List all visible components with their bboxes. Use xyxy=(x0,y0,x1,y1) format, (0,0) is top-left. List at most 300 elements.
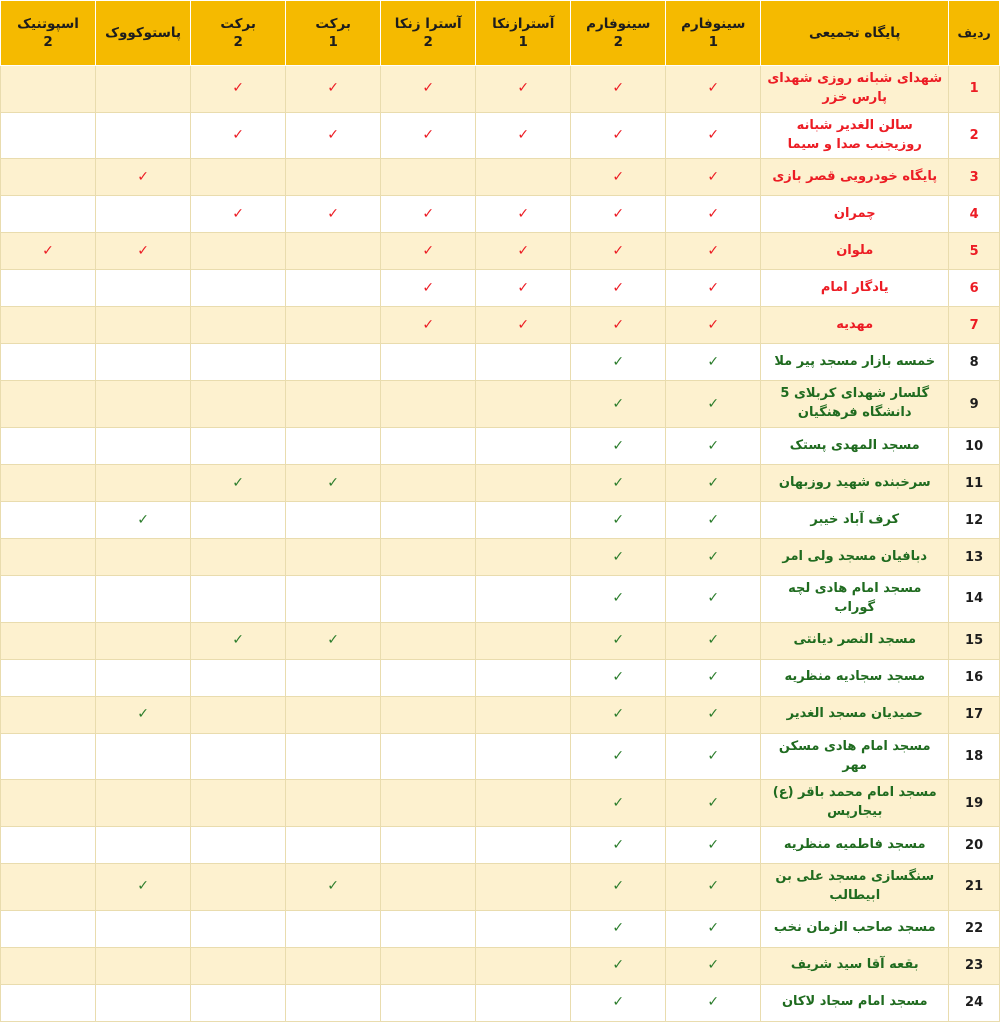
empty-cell xyxy=(381,864,476,911)
check-icon: ✓ xyxy=(707,836,720,853)
empty-cell xyxy=(96,984,191,1021)
header-vaccine-name: اسپوتنیک xyxy=(17,15,79,32)
check-icon: ✓ xyxy=(612,632,625,649)
empty-cell xyxy=(96,66,191,113)
check-cell xyxy=(571,947,666,984)
check-icon: ✓ xyxy=(612,80,625,97)
empty-cell xyxy=(286,307,381,344)
header-row-no: ردیف xyxy=(949,1,1000,66)
empty-cell xyxy=(381,984,476,1021)
row-number: 11 xyxy=(949,465,1000,502)
empty-cell xyxy=(286,827,381,864)
empty-cell xyxy=(286,659,381,696)
site-name: شهدای شبانه روزی شهدای پارس خزر xyxy=(761,66,949,113)
row-number: 10 xyxy=(949,428,1000,465)
empty-cell xyxy=(1,344,96,381)
table-row xyxy=(1,270,1000,307)
row-number: 6 xyxy=(949,270,1000,307)
check-cell xyxy=(571,984,666,1021)
empty-cell xyxy=(1,780,96,827)
table-row xyxy=(1,696,1000,733)
check-cell xyxy=(96,502,191,539)
row-number: 18 xyxy=(949,733,1000,780)
check-cell xyxy=(476,112,571,159)
check-cell xyxy=(1,233,96,270)
empty-cell xyxy=(1,112,96,159)
empty-cell xyxy=(476,381,571,428)
check-icon: ✓ xyxy=(612,353,625,370)
check-icon: ✓ xyxy=(707,242,720,259)
empty-cell xyxy=(286,984,381,1021)
empty-cell xyxy=(96,827,191,864)
empty-cell xyxy=(96,910,191,947)
check-icon: ✓ xyxy=(327,80,340,97)
check-cell xyxy=(571,780,666,827)
check-cell xyxy=(666,159,761,196)
table-row xyxy=(1,344,1000,381)
empty-cell xyxy=(381,659,476,696)
table-row xyxy=(1,502,1000,539)
check-icon: ✓ xyxy=(707,205,720,222)
check-icon: ✓ xyxy=(517,127,530,144)
empty-cell xyxy=(1,910,96,947)
header-vaccine-dose: 2 xyxy=(423,34,433,50)
table-row xyxy=(1,465,1000,502)
check-cell xyxy=(571,502,666,539)
check-icon: ✓ xyxy=(517,242,530,259)
check-icon: ✓ xyxy=(232,474,244,491)
empty-cell xyxy=(191,733,286,780)
check-cell xyxy=(666,539,761,576)
empty-cell xyxy=(1,381,96,428)
check-icon: ✓ xyxy=(517,279,530,296)
check-cell xyxy=(571,428,666,465)
empty-cell xyxy=(1,307,96,344)
check-cell xyxy=(666,270,761,307)
check-cell xyxy=(571,307,666,344)
check-cell xyxy=(571,539,666,576)
header-vaccine-name: آسترازنکا xyxy=(492,15,555,32)
header-vaccine-barekat-2 xyxy=(191,1,286,66)
check-cell xyxy=(571,159,666,196)
table-row xyxy=(1,112,1000,159)
check-cell xyxy=(666,428,761,465)
empty-cell xyxy=(381,502,476,539)
row-number: 24 xyxy=(949,984,1000,1021)
site-name: کرف آباد خیبر xyxy=(761,502,949,539)
site-name: چمران xyxy=(761,196,949,233)
empty-cell xyxy=(286,159,381,196)
check-cell xyxy=(476,66,571,113)
empty-cell xyxy=(1,196,96,233)
site-name: مسجد المهدی پستک xyxy=(761,428,949,465)
row-number: 8 xyxy=(949,344,1000,381)
empty-cell xyxy=(96,465,191,502)
check-icon: ✓ xyxy=(422,80,435,97)
row-number: 15 xyxy=(949,622,1000,659)
header-vaccine-name: سینوفارم xyxy=(586,15,651,32)
table-row xyxy=(1,381,1000,428)
site-name: یادگار امام xyxy=(761,270,949,307)
check-icon: ✓ xyxy=(327,878,340,895)
empty-cell xyxy=(476,344,571,381)
header-vaccine-astrazeneca-1 xyxy=(476,1,571,66)
empty-cell xyxy=(191,780,286,827)
row-number: 22 xyxy=(949,910,1000,947)
table-row xyxy=(1,159,1000,196)
check-cell xyxy=(381,66,476,113)
site-name: خمسه بازار مسجد پیر ملا xyxy=(761,344,949,381)
check-icon: ✓ xyxy=(707,168,720,185)
empty-cell xyxy=(1,864,96,911)
table-row xyxy=(1,910,1000,947)
site-name: مسجد سجادیه منظریه xyxy=(761,659,949,696)
site-name: حمیدیان مسجد الغدیر xyxy=(761,696,949,733)
empty-cell xyxy=(1,659,96,696)
table-row xyxy=(1,428,1000,465)
site-name: بقعه آقا سید شریف xyxy=(761,947,949,984)
site-name: سنگسازی مسجد علی بن ابیطالب xyxy=(761,864,949,911)
empty-cell xyxy=(191,947,286,984)
check-cell xyxy=(666,659,761,696)
empty-cell xyxy=(96,196,191,233)
header-vaccine-name: آسترا زنکا xyxy=(394,15,462,32)
empty-cell xyxy=(1,66,96,113)
check-cell xyxy=(286,66,381,113)
check-icon: ✓ xyxy=(707,794,720,811)
header-vaccine-dose: 1 xyxy=(518,34,528,50)
site-name: مسجد صاحب الزمان نخب xyxy=(761,910,949,947)
empty-cell xyxy=(381,780,476,827)
row-number: 17 xyxy=(949,696,1000,733)
header-vaccine-barekat-1 xyxy=(286,1,381,66)
check-cell xyxy=(571,864,666,911)
empty-cell xyxy=(476,659,571,696)
table-row xyxy=(1,622,1000,659)
check-icon: ✓ xyxy=(232,80,244,97)
check-icon: ✓ xyxy=(232,127,244,144)
row-number: 12 xyxy=(949,502,1000,539)
site-name: مسجد امام سجاد لاکان xyxy=(761,984,949,1021)
empty-cell xyxy=(476,780,571,827)
check-cell xyxy=(286,112,381,159)
empty-cell xyxy=(476,539,571,576)
empty-cell xyxy=(381,539,476,576)
check-icon: ✓ xyxy=(707,511,720,528)
check-cell xyxy=(666,576,761,623)
empty-cell xyxy=(476,864,571,911)
check-cell xyxy=(666,984,761,1021)
check-icon: ✓ xyxy=(612,205,625,222)
check-cell xyxy=(476,233,571,270)
row-number: 14 xyxy=(949,576,1000,623)
header-vaccine-dose: 1 xyxy=(708,34,718,50)
empty-cell xyxy=(1,159,96,196)
check-icon: ✓ xyxy=(327,474,340,491)
empty-cell xyxy=(191,428,286,465)
empty-cell xyxy=(286,502,381,539)
check-cell xyxy=(191,622,286,659)
table-row xyxy=(1,984,1000,1021)
table-row xyxy=(1,196,1000,233)
table-body xyxy=(1,66,1000,1022)
empty-cell xyxy=(286,576,381,623)
empty-cell xyxy=(286,428,381,465)
check-icon: ✓ xyxy=(707,395,720,412)
check-cell xyxy=(666,910,761,947)
check-cell xyxy=(571,270,666,307)
empty-cell xyxy=(191,910,286,947)
check-icon: ✓ xyxy=(612,836,625,853)
check-icon: ✓ xyxy=(707,706,720,723)
site-name: پایگاه خودرویی قصر بازی xyxy=(761,159,949,196)
site-name: سالن الغدیر شبانه روزیجنب صدا و سیما xyxy=(761,112,949,159)
check-cell xyxy=(571,233,666,270)
check-cell xyxy=(571,196,666,233)
empty-cell xyxy=(191,696,286,733)
header-vaccine-dose: 2 xyxy=(613,34,623,50)
check-icon: ✓ xyxy=(707,279,720,296)
check-cell xyxy=(381,233,476,270)
table-header xyxy=(1,1,1000,66)
table-row xyxy=(1,233,1000,270)
check-cell xyxy=(191,465,286,502)
empty-cell xyxy=(381,696,476,733)
row-number: 3 xyxy=(949,159,1000,196)
check-cell xyxy=(286,864,381,911)
empty-cell xyxy=(1,576,96,623)
site-name: سرخبنده شهید روزبهان xyxy=(761,465,949,502)
check-icon: ✓ xyxy=(517,205,530,222)
check-icon: ✓ xyxy=(707,920,720,937)
empty-cell xyxy=(96,307,191,344)
empty-cell xyxy=(1,270,96,307)
check-icon: ✓ xyxy=(612,794,625,811)
empty-cell xyxy=(1,696,96,733)
empty-cell xyxy=(286,910,381,947)
empty-cell xyxy=(381,622,476,659)
check-icon: ✓ xyxy=(707,669,720,686)
check-icon: ✓ xyxy=(707,957,720,974)
empty-cell xyxy=(191,984,286,1021)
check-cell xyxy=(571,112,666,159)
check-icon: ✓ xyxy=(612,706,625,723)
empty-cell xyxy=(476,947,571,984)
site-name: مسجد النصر دیانتی xyxy=(761,622,949,659)
check-icon: ✓ xyxy=(612,548,625,565)
table-row xyxy=(1,539,1000,576)
check-cell xyxy=(381,196,476,233)
check-icon: ✓ xyxy=(612,511,625,528)
header-vaccine-sinopharm-2 xyxy=(571,1,666,66)
check-cell xyxy=(666,66,761,113)
check-cell xyxy=(96,159,191,196)
header-vaccine-astrazeneca-2 xyxy=(381,1,476,66)
empty-cell xyxy=(191,233,286,270)
site-name: مسجد امام محمد باقر (ع) بیجارپس xyxy=(761,780,949,827)
check-cell xyxy=(666,827,761,864)
check-icon: ✓ xyxy=(137,168,149,185)
empty-cell xyxy=(381,344,476,381)
check-cell xyxy=(96,864,191,911)
check-cell xyxy=(666,233,761,270)
empty-cell xyxy=(381,827,476,864)
table-row xyxy=(1,827,1000,864)
empty-cell xyxy=(286,270,381,307)
check-cell xyxy=(666,864,761,911)
check-cell xyxy=(571,910,666,947)
empty-cell xyxy=(191,381,286,428)
empty-cell xyxy=(191,502,286,539)
check-icon: ✓ xyxy=(137,878,149,895)
empty-cell xyxy=(476,576,571,623)
row-number: 16 xyxy=(949,659,1000,696)
check-cell xyxy=(191,196,286,233)
empty-cell xyxy=(381,159,476,196)
check-icon: ✓ xyxy=(612,878,625,895)
site-name: ملوان xyxy=(761,233,949,270)
check-icon: ✓ xyxy=(137,706,149,723)
header-vaccine-sputnik-2 xyxy=(1,1,96,66)
table-row xyxy=(1,576,1000,623)
check-cell xyxy=(381,307,476,344)
table-row xyxy=(1,864,1000,911)
check-cell xyxy=(666,696,761,733)
row-number: 23 xyxy=(949,947,1000,984)
row-number: 1 xyxy=(949,66,1000,113)
check-cell xyxy=(476,307,571,344)
empty-cell xyxy=(286,344,381,381)
empty-cell xyxy=(96,622,191,659)
empty-cell xyxy=(191,270,286,307)
check-icon: ✓ xyxy=(42,242,54,259)
check-icon: ✓ xyxy=(612,242,625,259)
empty-cell xyxy=(286,696,381,733)
site-name: مسجد فاطمیه منظریه xyxy=(761,827,949,864)
check-icon: ✓ xyxy=(422,127,435,144)
check-icon: ✓ xyxy=(232,632,244,649)
empty-cell xyxy=(1,502,96,539)
header-vaccine-dose: 2 xyxy=(233,34,243,50)
empty-cell xyxy=(96,112,191,159)
check-icon: ✓ xyxy=(612,168,625,185)
empty-cell xyxy=(476,984,571,1021)
check-cell xyxy=(571,576,666,623)
empty-cell xyxy=(96,539,191,576)
check-cell xyxy=(286,465,381,502)
check-icon: ✓ xyxy=(612,474,625,491)
header-vaccine-name: سینوفارم xyxy=(681,15,746,32)
check-icon: ✓ xyxy=(707,437,720,454)
check-icon: ✓ xyxy=(517,80,530,97)
check-icon: ✓ xyxy=(422,205,435,222)
check-cell xyxy=(666,622,761,659)
empty-cell xyxy=(191,159,286,196)
empty-cell xyxy=(1,622,96,659)
check-cell xyxy=(571,381,666,428)
table-row xyxy=(1,307,1000,344)
row-number: 19 xyxy=(949,780,1000,827)
check-cell xyxy=(666,502,761,539)
empty-cell xyxy=(1,465,96,502)
header-vaccine-name: برکت xyxy=(220,15,256,32)
row-number: 7 xyxy=(949,307,1000,344)
check-icon: ✓ xyxy=(327,127,340,144)
table-row xyxy=(1,66,1000,113)
check-cell xyxy=(96,696,191,733)
check-cell xyxy=(666,780,761,827)
table-row xyxy=(1,780,1000,827)
empty-cell xyxy=(191,344,286,381)
empty-cell xyxy=(191,827,286,864)
empty-cell xyxy=(1,733,96,780)
check-cell xyxy=(191,66,286,113)
check-icon: ✓ xyxy=(707,994,720,1011)
check-cell xyxy=(666,112,761,159)
table-row xyxy=(1,947,1000,984)
empty-cell xyxy=(476,696,571,733)
check-icon: ✓ xyxy=(612,437,625,454)
site-name: مسجد امام هادی مسکن مهر xyxy=(761,733,949,780)
row-number: 9 xyxy=(949,381,1000,428)
check-icon: ✓ xyxy=(327,205,340,222)
check-icon: ✓ xyxy=(137,242,149,259)
empty-cell xyxy=(286,381,381,428)
empty-cell xyxy=(476,827,571,864)
check-cell xyxy=(381,112,476,159)
empty-cell xyxy=(381,733,476,780)
empty-cell xyxy=(286,780,381,827)
check-icon: ✓ xyxy=(707,127,720,144)
check-icon: ✓ xyxy=(612,395,625,412)
empty-cell xyxy=(381,576,476,623)
site-name: مهدیه xyxy=(761,307,949,344)
empty-cell xyxy=(1,539,96,576)
header-vaccine-dose: 1 xyxy=(328,34,338,50)
check-icon: ✓ xyxy=(137,511,149,528)
row-number: 13 xyxy=(949,539,1000,576)
empty-cell xyxy=(1,827,96,864)
check-icon: ✓ xyxy=(707,353,720,370)
check-icon: ✓ xyxy=(612,669,625,686)
table-row xyxy=(1,733,1000,780)
empty-cell xyxy=(191,864,286,911)
check-icon: ✓ xyxy=(232,205,244,222)
empty-cell xyxy=(96,780,191,827)
check-cell xyxy=(571,733,666,780)
empty-cell xyxy=(96,428,191,465)
empty-cell xyxy=(476,465,571,502)
header-vaccine-name: برکت xyxy=(315,15,351,32)
check-icon: ✓ xyxy=(517,316,530,333)
check-cell xyxy=(666,196,761,233)
empty-cell xyxy=(1,984,96,1021)
empty-cell xyxy=(381,428,476,465)
check-icon: ✓ xyxy=(612,748,625,765)
empty-cell xyxy=(1,947,96,984)
empty-cell xyxy=(96,947,191,984)
check-icon: ✓ xyxy=(707,316,720,333)
check-cell xyxy=(666,947,761,984)
header-site: پایگاه تجمیعی xyxy=(761,1,949,66)
check-icon: ✓ xyxy=(422,279,435,296)
empty-cell xyxy=(96,733,191,780)
check-icon: ✓ xyxy=(612,127,625,144)
check-cell xyxy=(666,381,761,428)
check-icon: ✓ xyxy=(707,632,720,649)
empty-cell xyxy=(286,733,381,780)
check-cell xyxy=(571,344,666,381)
